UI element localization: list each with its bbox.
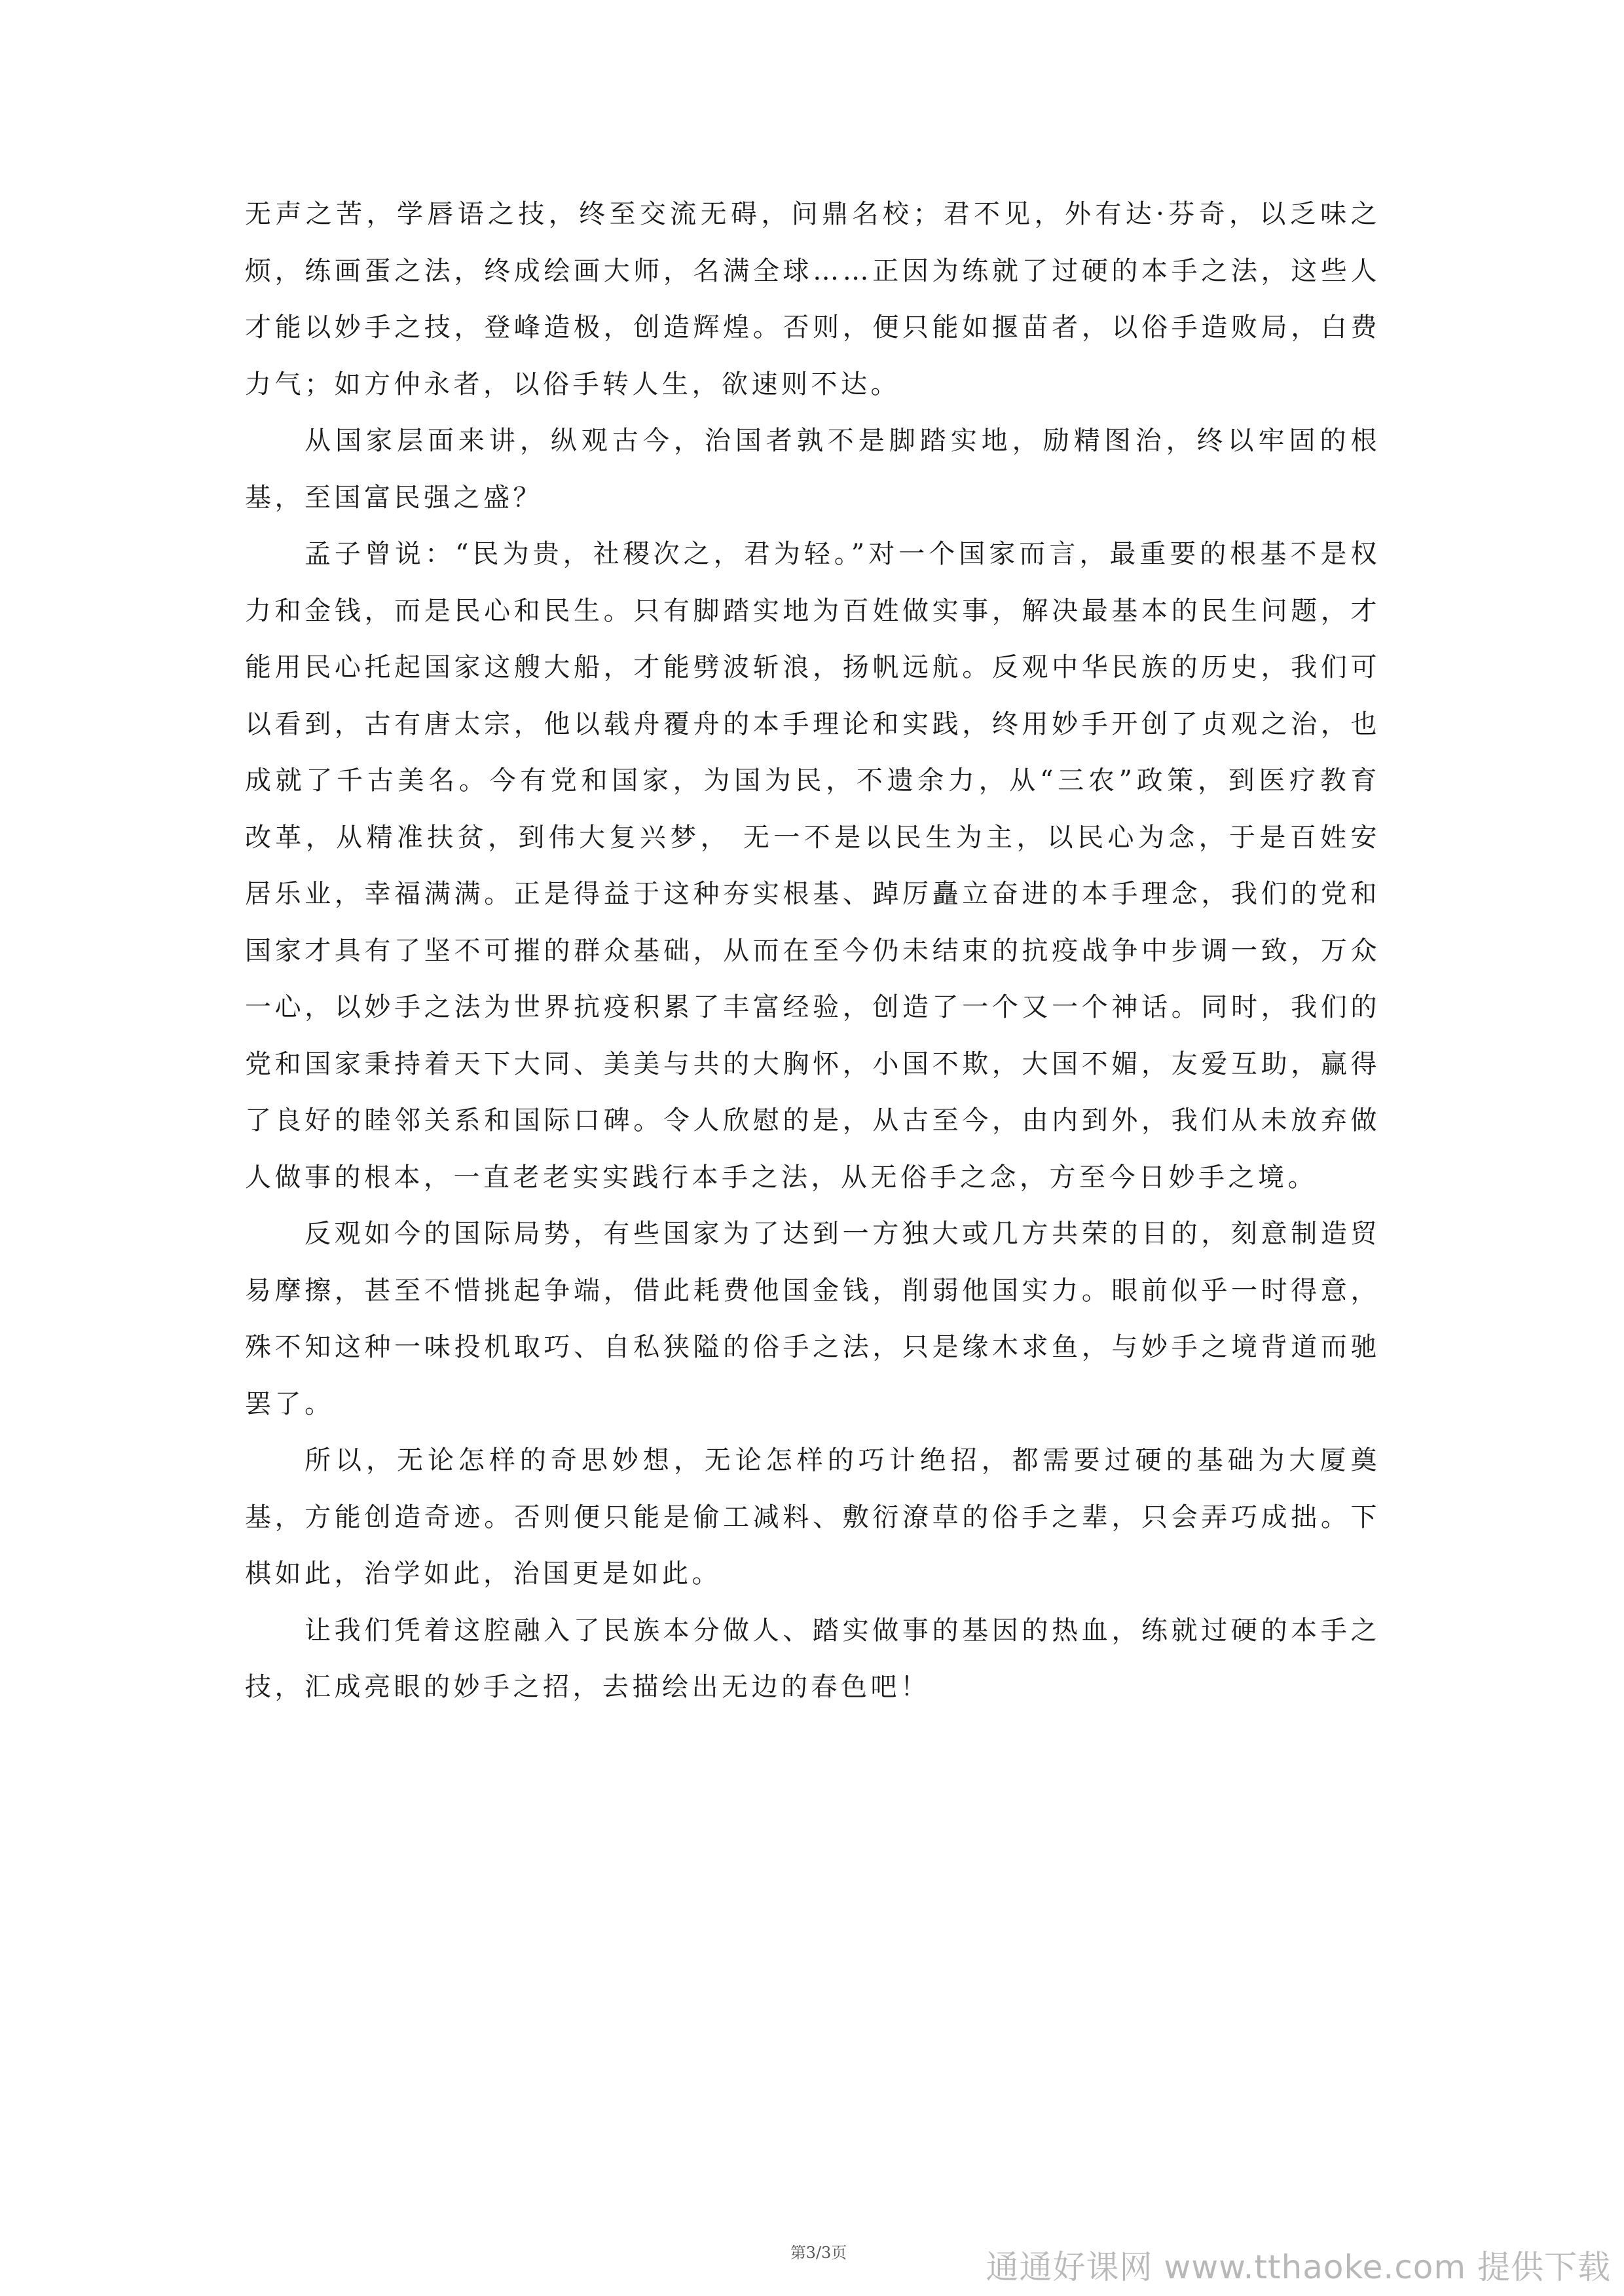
paragraph-4: 反观如今的国际局势，有些国家为了达到一方独大或几方共荣的目的，刻意制造贸易摩擦，甚至不惜挑起争端，借此耗费他国金钱，削弱他国实力。眼前似乎一时得意，殊不知这种一味投机取巧、自私狭隘的俗手之法，只是缘木求鱼，与妙手之境背道而驰罢了。 xyxy=(245,1219,1380,1419)
paragraph-2: 从国家层面来讲，纵观古今，治国者孰不是脚踏实地，励精图治，终以牢固的根基，至国富民强之盛？ xyxy=(245,426,1380,513)
paragraph-5: 所以，无论怎样的奇思妙想，无论怎样的巧计绝招，都需要过硬的基础为大厦奠基，方能创造奇迹。否则便只能是偷工减料、敷衍潦草的俗手之辈，只会弄巧成拙。下棋如此，治学如此，治国更是如此。 xyxy=(245,1445,1380,1589)
paragraph-6: 让我们凭着这腔融入了民族本分做人、踏实做事的基因的热血，练就过硬的本手之技，汇成亮眼的妙手之招，去描绘出无边的春色吧！ xyxy=(245,1615,1380,1702)
page-number: 第3/3页 xyxy=(790,2244,847,2262)
paragraph-3: 孟子曾说：“民为贵，社稷次之，君为轻。”对一个国家而言，最重要的根基不是权力和金钱，而是民心和民生。只有脚踏实地为百姓做实事，解决最基本的民生问题，才能用民心托起国家这艘大船，才能劈波斩浪，扬帆远航。反观中华民族的历史，我们可以看到，古有唐太宗，他以载舟覆舟的本手理论和实践，终用妙手开创了贞观之治，也成就了千古美名。今有党和国家，为国为民，不遗余力，从“三农”政策，到医疗教育改革，从精准扶贫，到伟大复兴梦， 无一不是以民生为主，以民心为念，于是百姓安居乐业，幸福满满。正是得益于这种夯实根基、踔厉矗立奋进的本手理念，我们的党和国家才具有了坚不可摧的群众基础，从而在至今仍未结束的抗疫战争中步调一致，万众一心，以妙手之法为世界抗疫积累了丰富经验，创造了一个又一个神话。同时，我们的党和国家秉持着天下大同、美美与共的大胸怀，小国不欺，大国不媚，友爱互助，赢得了良好的睦邻关系和国际口碑。令人欣慰的是，从古至今，由内到外，我们从未放弃做人做事的根本，一直老老实实践行本手之法，从无俗手之念，方至今日妙手之境。 xyxy=(245,539,1380,1193)
watermark: 通通好课网 www.tthaoke.com 提供下载 xyxy=(986,2248,1611,2286)
document-body xyxy=(245,186,1380,1716)
paragraph-1: 无声之苦，学唇语之技，终至交流无碍，问鼎名校；君不见，外有达·芬奇，以乏味之烦，练画蛋之法，终成绘画大师，名满全球……正因为练就了过硬的本手之法，这些人才能以妙手之技，登峰造极，创造辉煌。否则，便只能如揠苗者，以俗手造败局，白费力气；如方仲永者，以俗手转人生，欲速则不达。 xyxy=(245,199,1380,399)
